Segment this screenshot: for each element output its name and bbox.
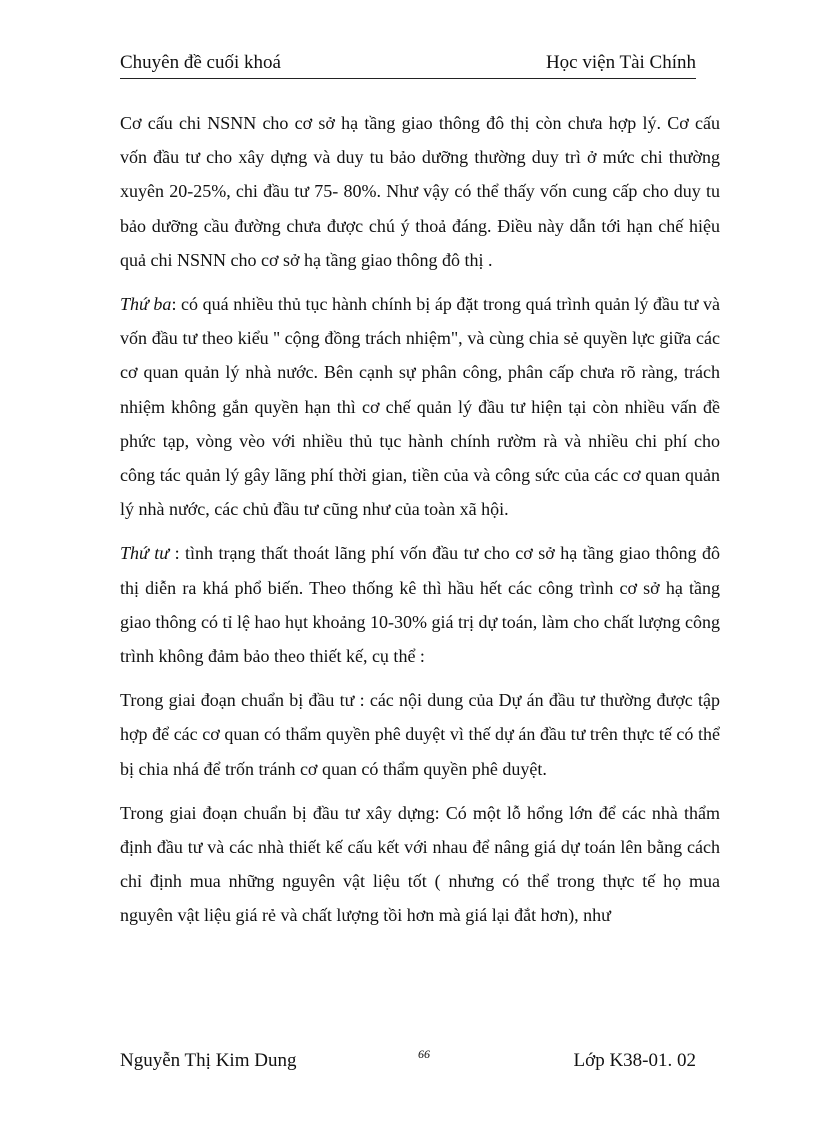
footer-author: Nguyễn Thị Kim Dung <box>120 1050 297 1071</box>
paragraph-3-text: : tình trạng thất thoát lãng phí vốn đầu tư cho cơ sở hạ tầng giao thông đô thị diễn ra khá phổ biến. Theo thống kê thì hầu hết các công trình cơ sở hạ tầng giao thông có tỉ lệ hao hụt khoảng 10-30% giá trị dự toán, làm cho chất lượng công trình không đảm bảo theo thiết kế, cụ thể : <box>120 543 720 667</box>
paragraph-1 <box>120 106 720 277</box>
document-body <box>120 106 720 943</box>
footer-class: Lớp K38-01. 02 <box>573 1050 696 1071</box>
paragraph-5-text: Trong giai đoạn chuẩn bị đầu tư xây dựng: Có một lỗ hổng lớn để các nhà thẩm định đầu tư và các nhà thiết kế cấu kết với nhau để nâng giá dự toán lên bằng cách chỉ định mua những nguyên vật liệu tốt ( nhưng có thể trong thực tế họ mua nguyên vật liệu giá rẻ và chất lượng tồi hơn mà giá lại đắt hơn), như <box>120 802 720 926</box>
paragraph-5 <box>120 796 720 933</box>
header-institution: Học viện Tài Chính <box>545 52 696 73</box>
paragraph-4 <box>120 683 720 786</box>
page-footer <box>120 1047 696 1080</box>
paragraph-2 <box>120 287 720 526</box>
paragraph-4-text: Trong giai đoạn chuẩn bị đầu tư : các nội dung của Dự án đầu tư thường được tập hợp để các cơ quan có thẩm quyền phê duyệt vì thế dự án đầu tư trên thực tế có thể bị chia nhá để trốn tránh cơ quan có thẩm quyền phê duyệt. <box>120 690 720 779</box>
paragraph-2-lead: Thứ ba <box>120 294 172 315</box>
header-title: Chuyên đề cuối khoá <box>120 52 281 73</box>
paragraph-3 <box>120 536 720 673</box>
paragraph-2-text: : có quá nhiều thủ tục hành chính bị áp đặt trong quá trình quản lý đầu tư và vốn đầu tư theo kiểu '' cộng đồng trách nhiệm", và cùng chia sẻ quyền lực giữa các cơ quan quản lý nhà nước. Bên cạnh sự phân công, phân cấp chưa rõ ràng, trách nhiệm không gắn quyền hạn thì cơ chế quản lý đầu tư hiện tại còn nhiều vấn đề phức tạp, vòng vèo với nhiều thủ tục hành chính rườm rà và nhiều chi phí cho công tác quản lý gây lãng phí thời gian, tiền của và công sức của các cơ quan quản lý nhà nước, các chủ đầu tư cũng như của toàn xã hội. <box>120 294 720 520</box>
paragraph-3-lead: Thứ tư <box>120 543 170 564</box>
page-number: 66 <box>418 1047 430 1061</box>
page-header <box>120 52 696 79</box>
paragraph-1-text: Cơ cấu chi NSNN cho cơ sở hạ tầng giao thông đô thị còn chưa hợp lý. Cơ cấu vốn đầu tư cho xây dựng và duy tu bảo dưỡng thường duy trì ở mức chi thường xuyên 20-25%, chi đầu tư 75- 80%. Như vậy có thể thấy vốn cung cấp cho duy tu bảo dưỡng cầu đường chưa được chú ý thoả đáng. Điều này dẫn tới hạn chế hiệu quả chi NSNN cho cơ sở hạ tầng giao thông đô thị . <box>120 113 720 270</box>
